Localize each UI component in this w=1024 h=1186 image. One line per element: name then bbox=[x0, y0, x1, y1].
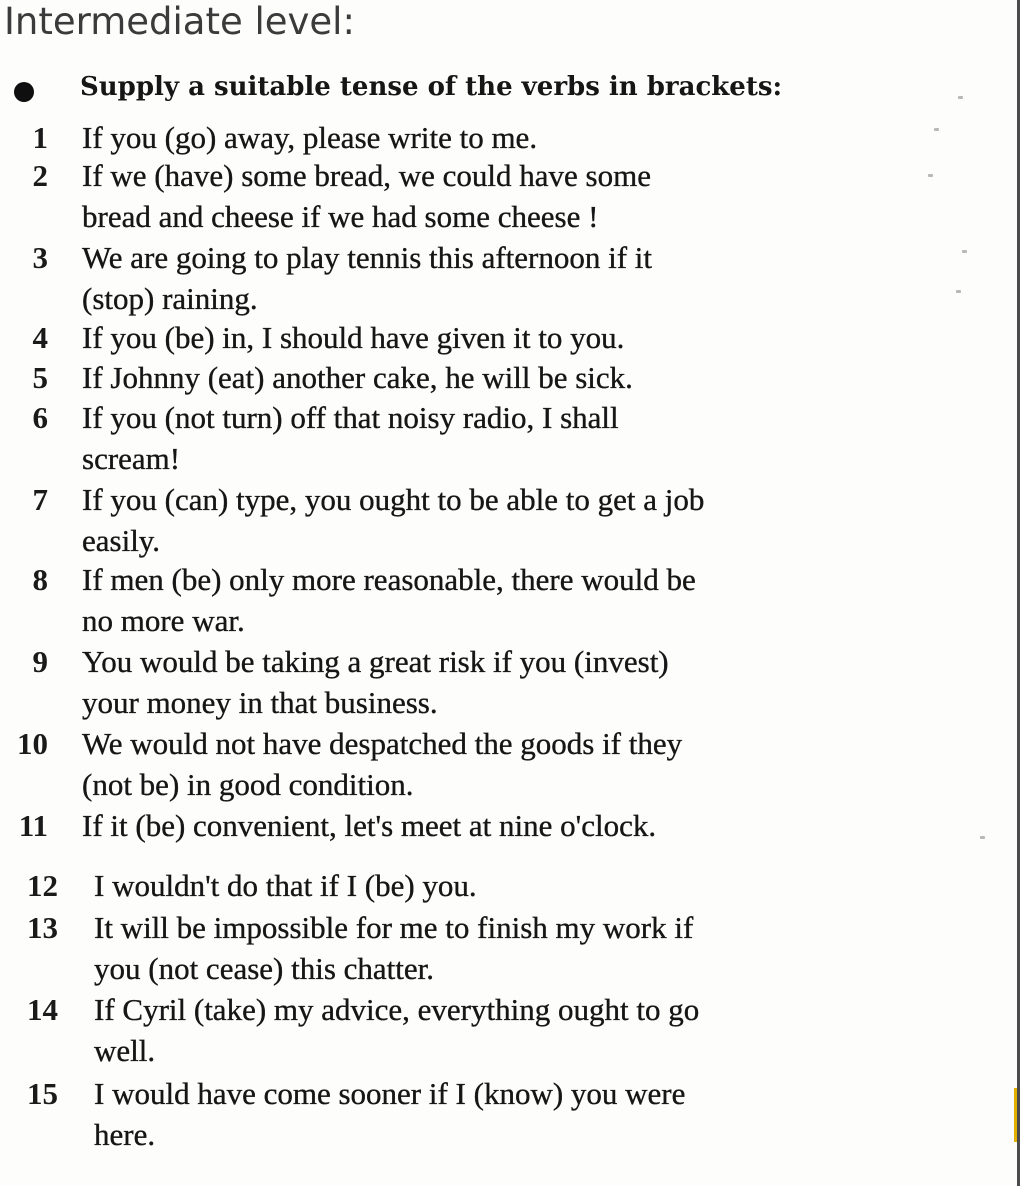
instruction-row bbox=[0, 72, 1000, 112]
exercise-text-line: here. bbox=[94, 1117, 156, 1152]
bullet-icon bbox=[14, 82, 34, 102]
exercise-text-line: easily. bbox=[82, 523, 161, 558]
exercise-text-line: If we (have) some bread, we could have some bbox=[82, 158, 651, 193]
exercise-number: 1 bbox=[32, 120, 48, 155]
exercise-text-line: I would have come sooner if I (know) you were bbox=[94, 1076, 686, 1111]
exercise-number: 14 bbox=[27, 992, 58, 1027]
exercise-text-line: you (not cease) this chatter. bbox=[94, 951, 435, 986]
exercise-text-line: I wouldn't do that if I (be) you. bbox=[94, 868, 477, 903]
exercise-text-line: (not be) in good condition. bbox=[82, 767, 414, 802]
exercise-text-line: bread and cheese if we had some cheese ! bbox=[82, 199, 599, 234]
exercise-number: 9 bbox=[32, 644, 48, 679]
exercise-number: 11 bbox=[18, 808, 48, 843]
scan-speck bbox=[980, 836, 985, 839]
exercise-number: 5 bbox=[32, 360, 48, 395]
exercise-text-line: If you (go) away, please write to me. bbox=[82, 120, 538, 155]
exercise-text-line: It will be impossible for me to finish my work if bbox=[94, 910, 694, 945]
exercise-text-line: If Cyril (take) my advice, everything ought to go bbox=[94, 992, 700, 1027]
exercise-text-line: If you (be) in, I should have given it to you. bbox=[82, 320, 625, 355]
exercise-number: 10 bbox=[17, 726, 48, 761]
exercise-text-line: If it (be) convenient, let's meet at nine o'clock. bbox=[82, 808, 657, 843]
exercise-text-line: no more war. bbox=[82, 603, 245, 638]
exercise-number: 3 bbox=[32, 240, 48, 275]
scan-speck bbox=[928, 174, 933, 177]
exercise-text-line: We are going to play tennis this afternoon if it bbox=[82, 240, 653, 275]
exercise-number: 6 bbox=[32, 400, 48, 435]
exercise-text-line: If men (be) only more reasonable, there would be bbox=[82, 562, 696, 597]
scan-edge-marker bbox=[1014, 1088, 1017, 1142]
exercise-text-line: We would not have despatched the goods if they bbox=[82, 726, 683, 761]
exercise-text-line: You would be taking a great risk if you (invest) bbox=[82, 644, 669, 679]
exercise-text-line: scream! bbox=[82, 441, 181, 476]
scan-speck bbox=[962, 250, 967, 253]
scan-speck bbox=[958, 96, 963, 99]
exercise-number: 13 bbox=[27, 910, 58, 945]
exercise-number: 4 bbox=[32, 320, 48, 355]
exercise-number: 15 bbox=[27, 1076, 58, 1111]
page-heading: Intermediate level: bbox=[4, 0, 355, 43]
exercise-text-line: If you (not turn) off that noisy radio, I shall bbox=[82, 400, 619, 435]
exercise-number: 8 bbox=[32, 562, 48, 597]
scan-speck bbox=[934, 128, 939, 131]
exercise-text-line: well. bbox=[94, 1033, 156, 1068]
exercise-text-line: your money in that business. bbox=[82, 685, 438, 720]
exercise-text-line: If Johnny (eat) another cake, he will be sick. bbox=[82, 360, 633, 395]
exercise-number: 2 bbox=[32, 158, 48, 193]
exercise-number: 12 bbox=[27, 868, 58, 903]
instruction-text: Supply a suitable tense of the verbs in brackets: bbox=[80, 72, 783, 102]
exercise-number: 7 bbox=[32, 482, 48, 517]
exercise-text-line: (stop) raining. bbox=[82, 281, 258, 316]
exercise-text-line: If you (can) type, you ought to be able to get a job bbox=[82, 482, 705, 517]
scan-speck bbox=[956, 290, 961, 293]
